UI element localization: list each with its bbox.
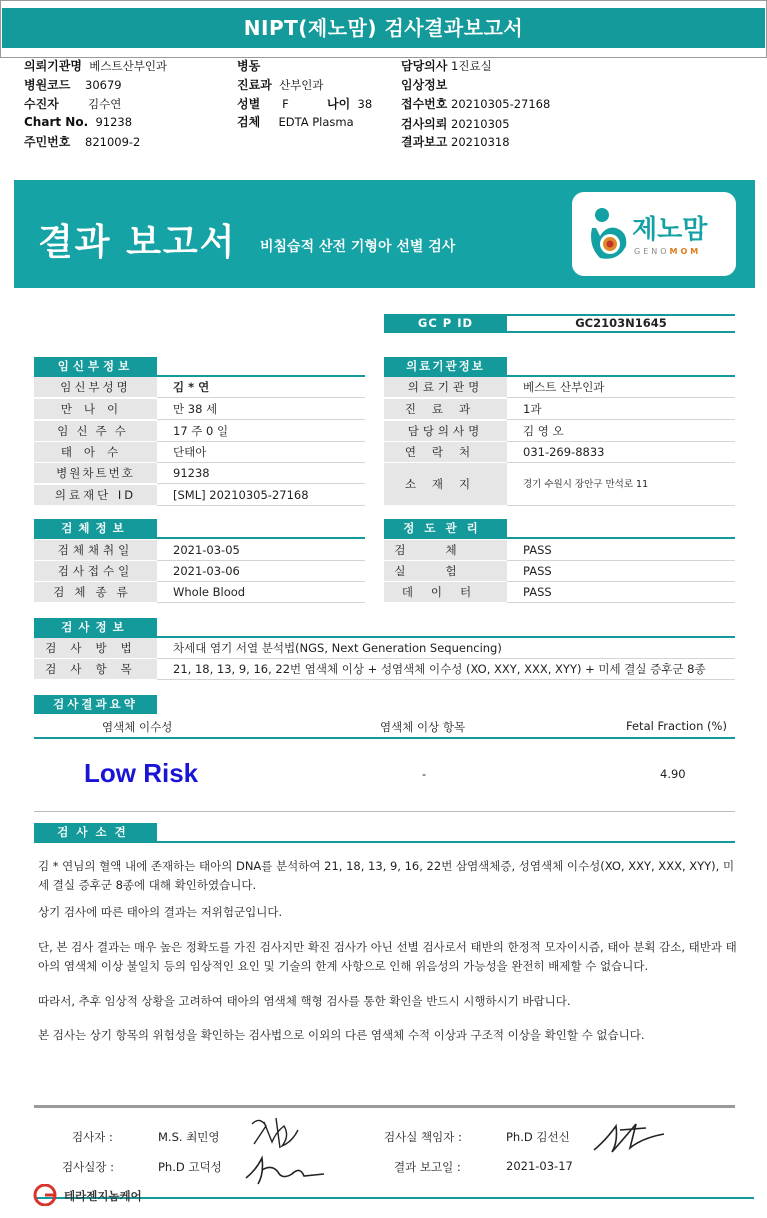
section-test-info: 검사정보 bbox=[34, 618, 157, 637]
row-label-chart-no: 병원차트번호 bbox=[34, 463, 157, 484]
row-label-test-method: 검사방법 bbox=[34, 638, 157, 659]
gcp-id-label: GC P ID bbox=[384, 314, 507, 333]
row-value-test-items: 21, 18, 13, 9, 16, 22번 염색체 이상 + 성염색체 이수성 (XO, XXY, XXX, XYY) + 미세 결실 증후군 8종 bbox=[157, 659, 735, 680]
header-clinical-info: 임상정보 bbox=[401, 78, 448, 92]
findings-paragraph-2: 상기 검사에 따른 태아의 결과는 저위험군입니다. bbox=[38, 905, 283, 919]
section-findings: 검사소견 bbox=[34, 823, 157, 842]
findings-paragraph-4: 따라서, 추후 임상적 상황을 고려하여 태아의 염색체 핵형 검사를 통한 확인을 반드시 시행하시기 바랍니다. bbox=[38, 994, 571, 1008]
banner-subtitle: 비침습적 산전 기형아 선별 검사 bbox=[260, 239, 456, 255]
findings-paragraph-3: 단, 본 검사 결과는 매우 높은 정확도를 가진 검사지만 확진 검사가 아닌 선별 검사로서 태반의 한정적 모자이시즘, 태아 분획 감소, 태반과 태아의 염색체 이상 불일치 등의 임상적인 요인 및 기술의 한계 사항으로 인해 위음성의 가능성을 완전히 배제할 수 없습니다. bbox=[38, 940, 737, 973]
row-label-qc-specimen: 검체 bbox=[384, 540, 507, 561]
row-label-fetus-count: 태아수 bbox=[34, 442, 157, 463]
lab-chief-signature-icon bbox=[238, 1148, 330, 1190]
row-label-gestation: 임신주수 bbox=[34, 421, 157, 442]
header-chart-no: Chart No. 91238 bbox=[24, 115, 133, 129]
header-department: 진료과 산부인과 bbox=[237, 78, 324, 92]
footer-divider bbox=[34, 1197, 754, 1199]
section-divider bbox=[34, 841, 735, 843]
responsible-name: Ph.D 김선신 bbox=[506, 1130, 570, 1144]
report-header-bar bbox=[0, 0, 767, 58]
report-banner bbox=[14, 180, 755, 288]
summary-result-low-risk: Low Risk bbox=[84, 758, 199, 788]
genomom-logo bbox=[572, 192, 736, 276]
lab-chief-name: Ph.D 고덕성 bbox=[158, 1160, 222, 1174]
row-value-age: 만 38 세 bbox=[157, 399, 365, 420]
row-value-qc-experiment: PASS bbox=[507, 561, 735, 582]
row-value-specimen-type: Whole Blood bbox=[157, 582, 365, 603]
summary-bottom-divider bbox=[34, 811, 735, 812]
row-value-qc-specimen: PASS bbox=[507, 540, 735, 561]
tester-signature-icon bbox=[246, 1112, 302, 1152]
row-value-address: 경기 수원시 장안구 만석로 11 bbox=[507, 463, 735, 506]
header-referral-institution: 의뢰기관명 베스트산부인과 bbox=[24, 59, 168, 73]
header-resident-no: 주민번호 821009-2 bbox=[24, 135, 141, 149]
header-doctor: 담당의사 1진료실 bbox=[401, 59, 492, 73]
row-label-receipt-date: 검사접수일 bbox=[34, 561, 157, 582]
row-value-receipt-date: 2021-03-06 bbox=[157, 561, 365, 582]
header-report-date: 결과보고 20210318 bbox=[401, 135, 510, 149]
summary-header-aneuploidy: 염색체 이수성 bbox=[102, 720, 173, 734]
logo-text: 제노맘 bbox=[632, 215, 708, 245]
row-label-pregnant-name: 임신부성명 bbox=[34, 377, 157, 398]
header-specimen: 검체 EDTA Plasma bbox=[237, 115, 354, 129]
row-value-department: 1과 bbox=[507, 399, 735, 420]
section-specimen-info: 검체정보 bbox=[34, 519, 157, 538]
row-label-institution-name: 의료기관명 bbox=[384, 377, 507, 398]
row-label-specimen-type: 검체종류 bbox=[34, 582, 157, 603]
row-label-test-items: 검사항목 bbox=[34, 659, 157, 680]
header-patient: 수진자 김수연 bbox=[24, 97, 122, 111]
header-hospital-code: 병원코드 30679 bbox=[24, 78, 122, 92]
section-result-summary: 검사결과요약 bbox=[34, 695, 157, 714]
report-date-value: 2021-03-17 bbox=[506, 1159, 573, 1173]
summary-abnormal-value: - bbox=[422, 767, 427, 781]
findings-paragraph-5: 본 검사는 상기 항목의 위험성을 확인하는 검사법으로 이외의 다른 염색체 수적 이상과 구조적 이상을 확인할 수 없습니다. bbox=[38, 1028, 645, 1042]
findings-paragraph-1: 김 * 연님의 혈액 내에 존재하는 태아의 DNA를 분석하여 21, 18, 13, 9, 16, 22번 삼염색체증, 성염색체 이수성(XO, XXY, XXX, XYY), 미세 결실 증후군 8종에 대해 확인하였습니다. bbox=[38, 859, 735, 892]
row-value-foundation-id: [SML] 20210305-27168 bbox=[157, 485, 365, 506]
section-pregnant-info: 임신부정보 bbox=[34, 357, 157, 376]
row-label-collection-date: 검체채취일 bbox=[34, 540, 157, 561]
responsible-signature-icon bbox=[586, 1112, 668, 1158]
footer-brand: 테라젠지놈케어 bbox=[64, 1189, 142, 1203]
row-value-chart-no: 91238 bbox=[157, 463, 365, 484]
row-value-fetus-count: 단태아 bbox=[157, 442, 365, 463]
row-label-department: 진료과 bbox=[384, 399, 507, 420]
section-institution-info: 의료기관정보 bbox=[384, 357, 507, 376]
report-date-label: 결과 보고일 : bbox=[394, 1160, 461, 1174]
header-ward: 병동 bbox=[237, 59, 261, 73]
row-label-qc-data: 데이터 bbox=[384, 582, 507, 603]
responsible-label: 검사실 책임자 : bbox=[384, 1130, 462, 1144]
row-value-qc-data: PASS bbox=[507, 582, 735, 603]
logo-subtext: GENOMOM bbox=[634, 247, 702, 256]
row-value-test-method: 차세대 염기 서열 분석법(NGS, Next Generation Sequencing) bbox=[157, 638, 735, 659]
row-value-institution-name: 베스트 산부인과 bbox=[507, 377, 735, 398]
header-age: 나이 38 bbox=[327, 97, 373, 111]
row-value-collection-date: 2021-03-05 bbox=[157, 540, 365, 561]
row-value-contact: 031-269-8833 bbox=[507, 442, 735, 463]
row-label-contact: 연락처 bbox=[384, 442, 507, 463]
row-value-gestation: 17 주 0 일 bbox=[157, 421, 365, 442]
header-receipt-no: 접수번호 20210305-27168 bbox=[401, 97, 551, 111]
row-label-address: 소재지 bbox=[384, 463, 507, 506]
tester-label: 검사자 : bbox=[72, 1130, 113, 1144]
row-label-age: 만나이 bbox=[34, 399, 157, 420]
header-request-date: 검사의뢰 20210305 bbox=[401, 117, 510, 131]
terragen-logo-icon bbox=[30, 1184, 60, 1206]
summary-header-divider bbox=[34, 737, 735, 739]
summary-header-abnormal-items: 염색체 이상 항목 bbox=[380, 720, 466, 734]
row-label-qc-experiment: 실험 bbox=[384, 561, 507, 582]
header-sex: 성별 F bbox=[237, 97, 289, 111]
summary-header-fetal-fraction: Fetal Fraction (%) bbox=[626, 719, 727, 733]
row-label-doctor-name: 담당의사명 bbox=[384, 421, 507, 442]
mother-child-icon bbox=[586, 206, 630, 262]
signature-divider bbox=[34, 1105, 735, 1108]
section-divider bbox=[384, 537, 735, 539]
row-label-foundation-id: 의료재단 ID bbox=[34, 485, 157, 506]
row-value-doctor-name: 김 영 오 bbox=[507, 421, 735, 442]
lab-chief-label: 검사실장 : bbox=[62, 1160, 114, 1174]
row-value-pregnant-name: 김 * 연 bbox=[157, 377, 365, 398]
summary-fetal-fraction-value: 4.90 bbox=[660, 767, 686, 781]
banner-title: 결과 보고서 bbox=[38, 222, 237, 263]
tester-name: M.S. 최민영 bbox=[158, 1130, 220, 1144]
report-title: NIPT(제노맘) 검사결과보고서 bbox=[2, 8, 765, 48]
gcp-id-value: GC2103N1645 bbox=[507, 314, 735, 333]
section-divider bbox=[34, 537, 365, 539]
section-quality-control: 정도관리 bbox=[384, 519, 507, 538]
